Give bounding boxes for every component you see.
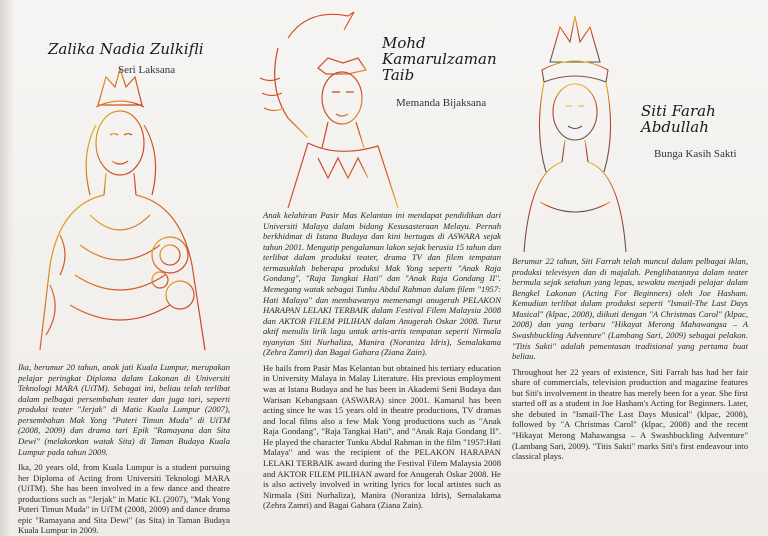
performer-name-line: Abdullah [641,117,709,136]
bio-english: He hails from Pasir Mas Kelantan but obtained his tertiary education in University Malaya in Malay Literature. His previous employment was at Istana Budaya and he has been in Akademi Seni Budaya dan Warisan Kebangsaan (ASWARA) since 2001. Kamarul has been acting since he was 15 years old in theatre productions, TV dramas and local films also a few Mak Yong productions such as "Anak Raja Gondang", "Raja Tangkai Hati", and "Anak Raja Gondang II". He played the character Tunku Abdul Rahman in the film "1957:Hati Malaya" and was the recipient of the PELAKON HARAPAN LELAKI TERBAIK award during the Festival Filem Malaysia 2008 and AKTOR FILEM PILIHAN award for Anugerah Oskar 2008. He is also actively involved in writing lyrics for local artistes such as Nirmala (Siti Nurhaliza), Manira (Noraniza Idris), Semalakama (Zehra Zamri) and Bagai Gahara (Ziana Zain). [263,362,501,511]
bio-malay: Berumur 22 tahun, Siti Farrah telah muncul dalam pelbagai iklan, produksi televisyen dan di majalah. Penglibatannya dalam teater bermula sejak setahun yang lepas, sewaktu menjadi pelajar dalam Bengkel Lakonan (Acting For Beginners) oleh Joe Hasham. Kemudian terlibat dalam produksi seperti "Ismail-The Last Days Musical" (klpac, 2008), diikuti dengan "A Christmas Carol" (klpac, 2008) dan yang terbaru "Hikayat Merong Mahawangsa – A Swashbuckling Adventure" (Lambang Sari, 2009) sebagai pelakon. "Titis Sakti" adalah pementasan tradisional yang pertama buat beliau. [512,256,748,362]
performer-name-line: Taib [382,65,415,84]
performer-name [641,104,716,136]
bio-malay: Anak kelahiran Pasir Mas Kelantan ini mendapat pendidikan dari Universiti Malaya dalam bidang Kesusasteraan Melayu. Pernah berkhidmat di Istana Budaya dan kini bertugas di ASWARA sejak tahun 2001. Mengutip pengalaman lakon sejak berusia 15 tahun dan terlibat dalam produksi teater, drama TV dan filem tempatan termasuklah beberapa produksi Mak Yong seperti "Anak Raja Gondang", "Raja Tangkai Hati" dan "Anak Raja Gondang II". Memegang watak sebagai Tunku Abdul Rahman dalam filem "1957: Hati Malaya" dan membawanya memenangi anugerah PELAKON HARAPAN LELAKI TERBAIK dalam Festival Filem Malaysia 2008 dan AKTOR FILEM PILIHAN dalam Anugerah Oskar 2008. Turut aktif menulis lirik lagu untuk artis-artis tempatan seperti Nirmala nyanyian Siti Nurhaliza, Manira (Noraniza Idris), Semalakama (Zehra Zamri) dan Bagai Gahara (Ziana Zain). [263,210,501,358]
page-fold-shadow [0,0,14,536]
bio-column-siti-farah [512,256,748,462]
portrait-zalika-illustration [20,65,220,355]
performer-name-line: Mohd [382,34,426,52]
bio-column-kamarulzaman [263,210,501,511]
performer-role: Seri Laksana [118,64,176,76]
portrait-siti-farah-illustration [520,12,630,252]
performer-name [382,36,497,83]
performer-name-line: Siti Farah [641,102,716,120]
bio-english: Throughout her 22 years of existence, Siti Farrah has had her fair share of commercials, television production and magazine features but Siti's involvement in theatre has merely been for a year. She first started off as a student in Joe Hasham's Acting for Beginners. Later, she debuted in "Ismail-The Last Days Musical" (klpac, 2008), followed by "A Christmas Carol" (klpac, 2008) and the recent "Hikayat Merong Mahawangsa – A Swashbuckling Adventure" (Lambang Sari, 2009). "Titis Sakti" marks Siti's first endeavour into classical plays. [512,366,748,462]
performer-name-line: Kamarulzaman [382,49,497,68]
performer-role: Bunga Kasih Sakti [654,148,737,160]
bio-malay: Ika, berumur 20 tahun, anak jati Kuala Lumpur, merupakan pelajar peringkat Diploma dalam Lakonan di Universiti Teknologi MARA (UiTM). Sebagai ini, beliau telah terlibat dalam pelbagai persembahan teater dan juga tari, seperti produksi teater "Jerjak" di Matic Kuala Lumpur (2007), persembahan Mak Yong "Puteri Timun Muda" di UiTM (2008, 2009) dan drama tari Epik "Ramayana dan Sita Dewi" (melakonkan watak Sita) di Taman Budaya Kuala Lumpur pada tahun 2009. [18,362,230,457]
performer-name: Zalika Nadia Zulkifli [48,40,204,58]
performer-role: Memanda Bijaksana [396,97,487,109]
bio-english: Ika, 20 years old, from Kuala Lumpur is a student pursuing her Diploma of Acting from Universiti Teknologi MARA (UiTM). She has been involved in a few dance and theatre productions such as "Jerjak" in Matic KL (2007), "Mak Yong Puteri Timun Muda" in UiTM (2008, 2009) and dance drama epic "Ramayana and Sita Dewi" (as Sita) in Taman Budaya Kuala Lumpur in 2009. [18,462,230,536]
bio-column-zalika [18,362,230,536]
